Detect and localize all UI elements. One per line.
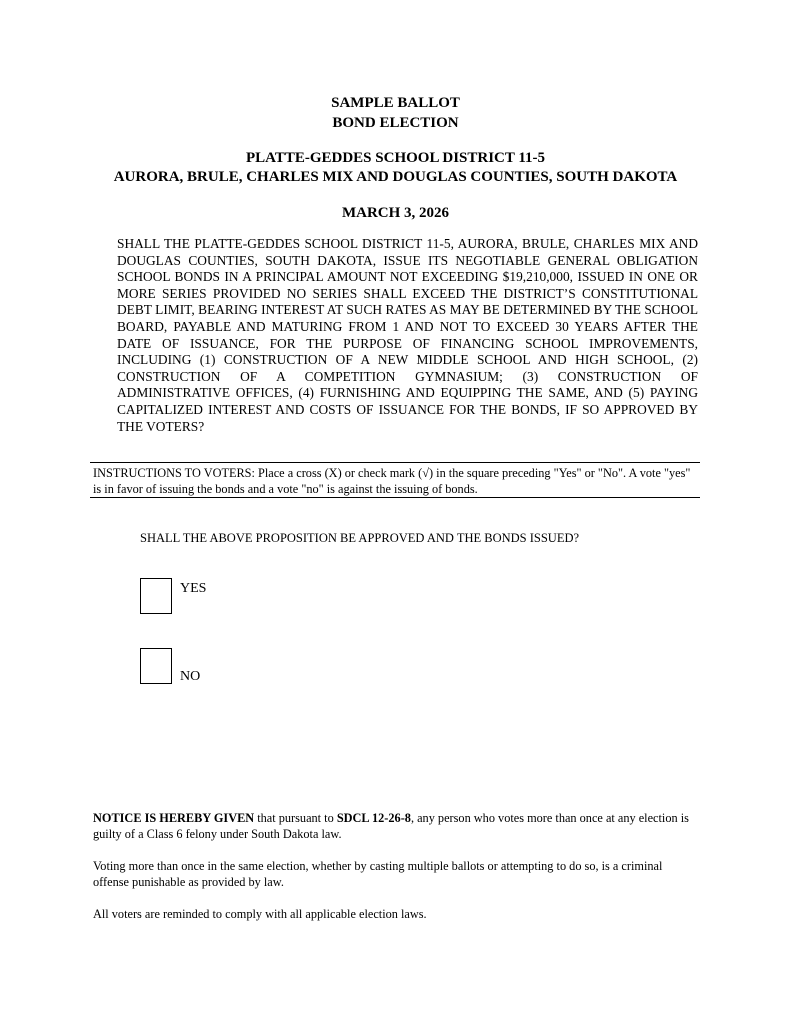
notice-rest: , any person who votes more than once at any election is guilty of a Class 6 felony under South Dakota law.: [93, 811, 689, 841]
district-name: PLATTE-GEDDES SCHOOL DISTRICT 11-5: [245, 150, 546, 166]
yes-label: YES: [180, 581, 207, 596]
criminal-offense-notice: Voting more than once in the same election, whether by casting multiple ballots or attempting to do so, is a criminal offense punishable as provided by law.: [93, 859, 663, 889]
felony-notice: [93, 810, 699, 842]
instructions-top-divider: [90, 462, 700, 463]
yes-checkbox[interactable]: [140, 578, 172, 614]
statute-reference: SDCL 12-26-8: [336, 811, 411, 825]
compliance-reminder: All voters are reminded to comply with all applicable election laws.: [93, 907, 427, 921]
proposition-text: SHALL THE PLATTE-GEDDES SCHOOL DISTRICT 11-5, AURORA, BRULE, CHARLES MIX AND DOUGLAS COUNTIES, SOUTH DAKOTA, ISSUE ITS NEGOTIABLE GENERAL OBLIGATION SCHOOL BONDS IN A PRINCIPAL AMOUNT NOT EXCEEDING $19,210,000, ISSUED IN ONE OR MORE SERIES PROVIDED NO SERIES SHALL EXCEED THE DISTRICT’S CONSTITUTIONAL DEBT LIMIT, BEARING INTEREST AT SUCH RATES AS MAY BE DETERMINED BY THE SCHOOL BOARD, PAYABLE AND MATURING FROM 1 AND NOT TO EXCEED 30 YEARS AFTER THE DATE OF ISSUANCE, FOR THE PURPOSE OF FINANCING SCHOOL IMPROVEMENTS, INCLUDING (1) CONSTRUCTION OF A NEW MIDDLE SCHOOL AND HIGH SCHOOL, (2) CONSTRUCTION OF A COMPETITION GYMNASIUM; (3) CONSTRUCTION OF ADMINISTRATIVE OFFICES, (4) FURNISHING AND EQUIPPING THE SAME, AND (5) PAYING CAPITALIZED INTEREST AND COSTS OF ISSUANCE FOR THE BONDS, IF SO APPROVED BY THE VOTERS?: [117, 236, 698, 434]
ballot-question: SHALL THE ABOVE PROPOSITION BE APPROVED AND THE BONDS ISSUED?: [140, 531, 580, 545]
no-checkbox[interactable]: [140, 648, 172, 684]
no-label: NO: [180, 669, 201, 684]
election-date: MARCH 3, 2026: [341, 205, 450, 221]
voter-instructions: INSTRUCTIONS TO VOTERS: Place a cross (X) or check mark (√) in the square preceding "Yes" or "No". A vote "yes" is in favor of issuing the bonds and a vote "no" is against the issuing of bonds.: [93, 466, 691, 496]
instructions-bottom-divider: [90, 497, 700, 498]
election-type: BOND ELECTION: [332, 115, 459, 131]
ballot-title: SAMPLE BALLOT: [331, 95, 460, 111]
notice-mid: that pursuant to: [254, 811, 337, 825]
counties-line: AURORA, BRULE, CHARLES MIX AND DOUGLAS COUNTIES, SOUTH DAKOTA: [113, 169, 678, 185]
notice-lead: NOTICE IS HEREBY GIVEN: [93, 811, 255, 825]
